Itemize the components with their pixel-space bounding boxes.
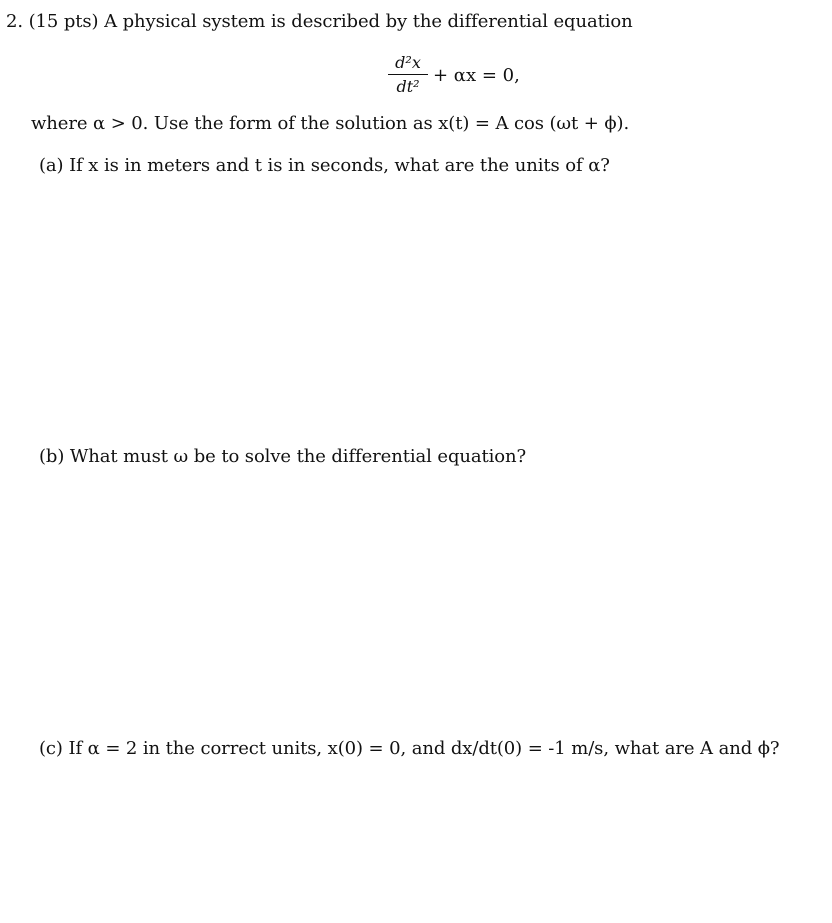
- part-b-question: (b) What must ω be to solve the differential equation?: [39, 446, 527, 467]
- fraction-numerator: d²x: [395, 53, 421, 72]
- problem-header: 2. (15 pts) A physical system is described by the differential equation: [6, 11, 633, 32]
- equation-fraction: [388, 54, 428, 96]
- fraction-bar: [388, 74, 428, 75]
- equation-rest: + αx = 0,: [433, 65, 520, 86]
- where-line: where α > 0. Use the form of the solution as x(t) = A cos (ωt + ϕ).: [31, 113, 630, 134]
- part-c-question: (c) If α = 2 in the correct units, x(0) = 0, and dx/dt(0) = -1 m/s, what are A and ϕ?: [39, 738, 780, 759]
- part-a-question: (a) If x is in meters and t is in seconds, what are the units of α?: [39, 155, 610, 176]
- fraction-denominator: dt²: [396, 77, 420, 96]
